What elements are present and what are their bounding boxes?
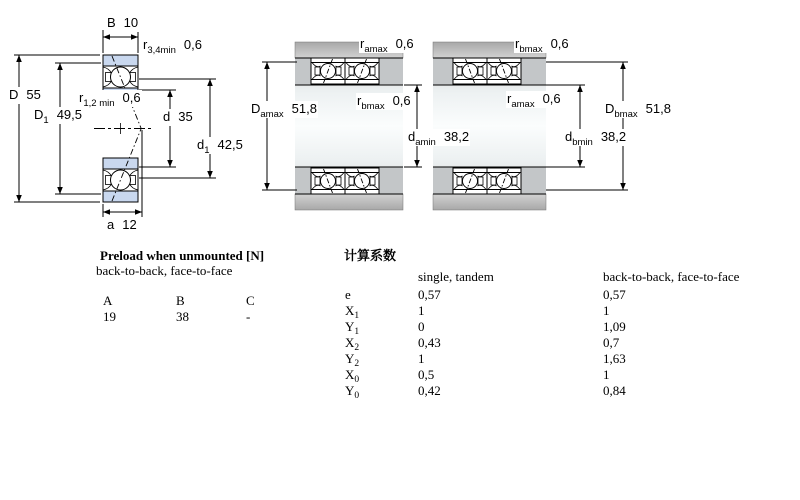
dim-symbol: r: [515, 36, 520, 51]
dim-label-B: [106, 15, 139, 32]
dim-symbol: D: [9, 87, 19, 102]
dim-value: 0,6: [542, 91, 561, 106]
dim-value: 38,2: [443, 129, 470, 144]
dim-label-d: [162, 109, 194, 126]
dim-value: 49,5: [56, 107, 82, 122]
factor-row-label-Y0: $Y_0$: [345, 383, 360, 401]
dim-label-rbmax-backtoback: [356, 93, 412, 110]
dim-value: 55: [26, 87, 41, 102]
dim-label-Damax: [250, 101, 318, 118]
dim-label-dbmin: [564, 129, 627, 146]
dim-value: 12: [122, 217, 137, 232]
dim-value: 38,2: [600, 129, 627, 144]
dim-value: 10: [123, 15, 139, 30]
dim-value: 0,6: [550, 36, 569, 51]
dim-symbol: d: [565, 129, 573, 144]
factor-X1-single: 1: [418, 303, 425, 318]
dim-value: 35: [178, 109, 193, 124]
dim-subscript: amin: [415, 136, 436, 148]
single-bearing-cross-section: [94, 55, 152, 202]
dim-symbol: a: [107, 217, 115, 232]
dim-subscript: bmax: [614, 108, 638, 120]
dim-value: 0,6: [122, 90, 141, 105]
dim-symbol: r: [507, 91, 512, 106]
dim-subscript: bmax: [361, 100, 385, 112]
preload-title: Preload when unmounted [N]: [100, 248, 265, 263]
factor-e-paired: 0,57: [603, 287, 626, 302]
dim-label-damin: [407, 129, 470, 146]
dim-subscript: bmin: [572, 136, 593, 148]
factor-Y1-paired: 1,09: [603, 319, 626, 334]
dim-label-r12: [78, 90, 142, 107]
dim-symbol: D: [34, 107, 44, 122]
dim-label-D: [8, 87, 42, 104]
factor-row-label-X2: $X_2$: [345, 335, 360, 353]
dim-value: 0,6: [395, 36, 414, 51]
dim-value: 51,8: [645, 101, 671, 116]
factor-Y1-single: 0: [418, 319, 425, 334]
dim-symbol: d: [408, 129, 416, 144]
factor-X2-paired: 0,7: [603, 335, 620, 350]
dim-value: 0,6: [183, 37, 202, 52]
factor-row-label-Y2: $Y_2$: [345, 351, 360, 369]
face-to-face-arrangement-drawing: [433, 42, 546, 210]
factor-row-label-X1: $X_1$: [345, 303, 360, 321]
dim-value: 42,5: [217, 137, 243, 152]
dim-subscript: 3,4min: [147, 44, 176, 56]
factor-row-label-Y1: $Y_1$: [345, 319, 360, 337]
dim-subscript: 1,2 min: [83, 97, 115, 109]
factor-Y2-single: 1: [418, 351, 425, 366]
dim-label-d1: [196, 137, 244, 154]
factor-Y0-single: 0,42: [418, 383, 441, 398]
dim-subscript: amax: [364, 43, 388, 55]
dim-label-Dbmax: [604, 101, 672, 118]
dim-symbol: r: [79, 90, 84, 105]
dim-symbol: D: [605, 101, 615, 116]
factor-Y0-paired: 0,84: [603, 383, 626, 398]
dim-symbol: r: [357, 93, 362, 108]
preload-value-A: 19: [103, 309, 116, 324]
preload-value-C: -: [246, 309, 251, 324]
factor-X2-single: 0,43: [418, 335, 441, 350]
factor-X0-single: 0,5: [418, 367, 435, 382]
dim-subscript: 1: [204, 144, 210, 156]
dim-symbol: d: [163, 109, 171, 124]
factor-Y2-paired: 1,63: [603, 351, 626, 366]
factor-e-single: 0,57: [418, 287, 441, 302]
dim-label-rbmax-facetoface: [514, 36, 570, 53]
preload-subtitle: back-to-back, face-to-face: [96, 263, 233, 278]
dim-value: 0,6: [392, 93, 411, 108]
dim-label-D1: [33, 107, 83, 124]
dim-subscript: amax: [511, 98, 535, 110]
factor-row-label-X0: $X_0$: [345, 367, 360, 385]
preload-value-B: 38: [176, 309, 189, 324]
dim-subscript: 1: [43, 114, 49, 126]
factors-title: 计算系数: [344, 248, 397, 263]
factors-col-single-tandem: single, tandem: [418, 269, 494, 284]
factors-col-backtoback-facetoface: back-to-back, face-to-face: [603, 269, 740, 284]
dim-symbol: d: [197, 137, 205, 152]
preload-header-C: C: [246, 293, 255, 308]
dim-symbol: r: [143, 37, 148, 52]
dim-subscript: bmax: [519, 43, 543, 55]
dim-symbol: D: [251, 101, 261, 116]
dim-label-ramax-backtoback: [359, 36, 415, 53]
dim-subscript: amax: [260, 108, 284, 120]
dim-label-a: [106, 217, 138, 234]
preload-header-A: A: [103, 293, 113, 308]
dim-label-r34: [142, 37, 203, 54]
preload-header-B: B: [176, 293, 185, 308]
factor-X0-paired: 1: [603, 367, 610, 382]
dim-symbol: r: [360, 36, 365, 51]
dim-value: 51,8: [291, 101, 317, 116]
factor-row-label-e: e: [345, 287, 351, 302]
factor-X1-paired: 1: [603, 303, 610, 318]
dim-label-ramax-facetoface: [506, 91, 562, 108]
back-to-back-arrangement-drawing: [295, 42, 403, 210]
dim-symbol: B: [107, 15, 116, 30]
